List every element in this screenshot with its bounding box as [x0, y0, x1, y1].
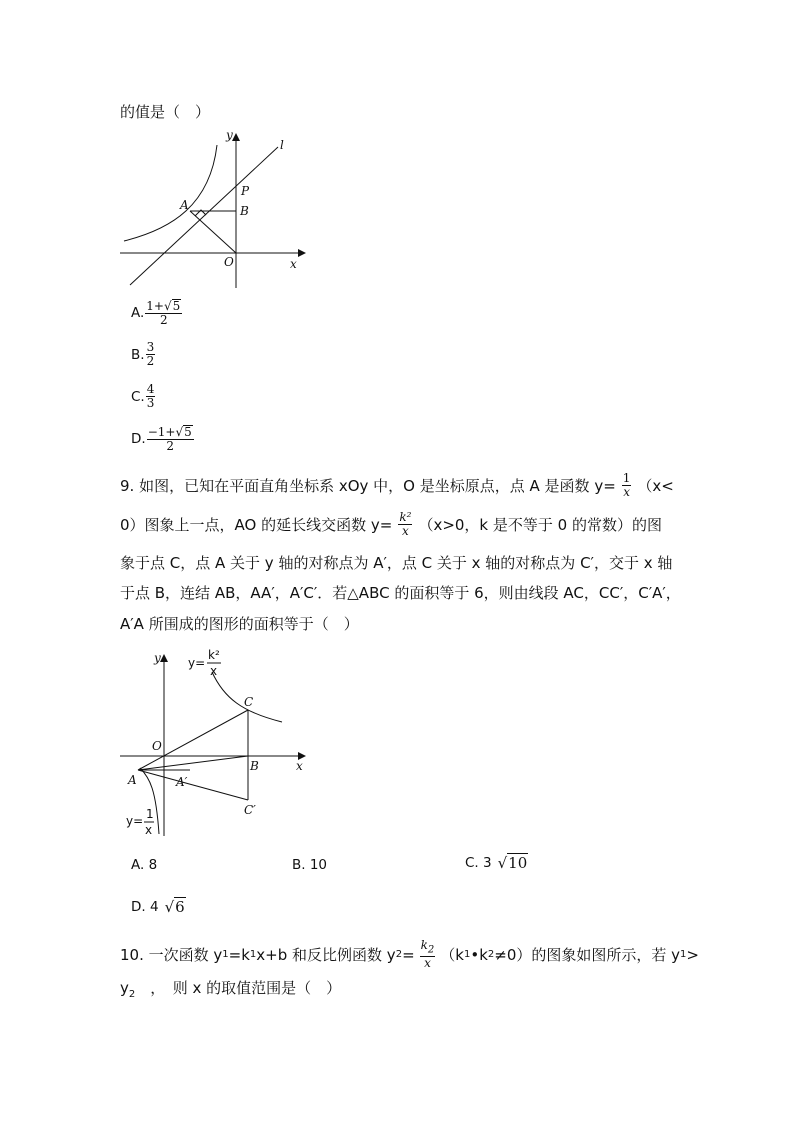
- q8-label-o: O: [224, 255, 234, 269]
- q9-line-3: 象于点 C，点 A 关于 y 轴的对称点为 A′，点 C 关于 x 轴的对称点为 C′，交于 x 轴: [120, 554, 673, 572]
- q10-line-1: 10. 一次函数 y 1 =k 1 x+b 和反比例函数 y 2 = $\frac{k_2}{x}$ （k 1 •k 2 ≠0）的图象如图所示，若 y 1 >: [120, 938, 699, 971]
- q8-option-a[interactable]: A. $\frac{1+√5}{2}$: [131, 299, 181, 327]
- q8-option-c[interactable]: C. $\frac{4}{3}$: [131, 382, 155, 410]
- q9-label-b: B: [250, 759, 259, 773]
- q9-label-x: x: [296, 759, 303, 773]
- q8-line-l: [130, 147, 278, 285]
- q8-option-b[interactable]: B. $\frac{3}{2}$: [131, 340, 155, 368]
- q8-figure: [112, 125, 312, 293]
- q9-option-c[interactable]: C. 3 √10: [465, 854, 528, 872]
- q9-segment-ab: [138, 756, 248, 770]
- q8-y-arrow: [232, 133, 240, 141]
- q8-label-b: B: [240, 204, 249, 218]
- q8-hyperbola: [124, 145, 217, 241]
- q8-stem-tail: 的值是（ ）: [120, 103, 211, 121]
- q9-eq-top-num: k²: [208, 648, 220, 662]
- q9-eq-bot-num: 1: [146, 807, 154, 821]
- q8-label-l: l: [280, 138, 284, 152]
- q9-line-5: A′A 所围成的图形的面积等于（ ）: [120, 615, 359, 633]
- q9-label-o: O: [152, 739, 162, 753]
- q9-option-d[interactable]: D. 4 √6: [131, 898, 185, 916]
- q9-line-1: 9. 如图，已知在平面直角坐标系 xOy 中，O 是坐标原点，点 A 是函数 y= $\frac{1}{x}$ （x<: [120, 471, 674, 499]
- q9-option-a[interactable]: A. 8: [131, 857, 158, 873]
- q9-option-b[interactable]: B. 10: [292, 857, 328, 873]
- q9-label-a: A: [128, 773, 137, 787]
- q9-label-ap: A′: [176, 775, 188, 789]
- q9-y-arrow: [160, 654, 168, 662]
- q9-label-c: C: [244, 695, 254, 709]
- q9-figure: [112, 642, 312, 838]
- q9-eq-bot-den: x: [145, 823, 153, 837]
- q9-eq-top-lhs: y=: [188, 656, 206, 670]
- q9-eq-top-den: x: [210, 664, 218, 678]
- q8-label-y: y: [226, 128, 233, 142]
- q8-label-x: x: [290, 257, 297, 271]
- q9-label-cp: C′: [244, 803, 256, 817]
- q10-line-2: $y_2$ ， 则 x 的取值范围是（ ）: [120, 979, 342, 1000]
- q9-eq-bot-lhs: y=: [126, 814, 144, 828]
- q8-label-p: P: [241, 184, 250, 198]
- q9-line-2: 0）图象上一点，AO 的延长线交函数 y= $\frac{\text{k²}}{x}$ （x>0，k 是不等于 0 的常数）的图: [120, 510, 662, 538]
- q8-option-d[interactable]: D. $\frac{-1+√5}{2}$: [131, 425, 192, 453]
- q8-segment-ao: [190, 211, 236, 253]
- q8-x-arrow: [298, 249, 306, 257]
- q9-label-y: y: [154, 651, 161, 665]
- q9-line-4: 于点 B，连结 AB，AA′，A′C′．若△ABC 的面积等于 6，则由线段 AC，CC′，C′A′，: [120, 584, 681, 602]
- q8-label-a: A: [180, 198, 189, 212]
